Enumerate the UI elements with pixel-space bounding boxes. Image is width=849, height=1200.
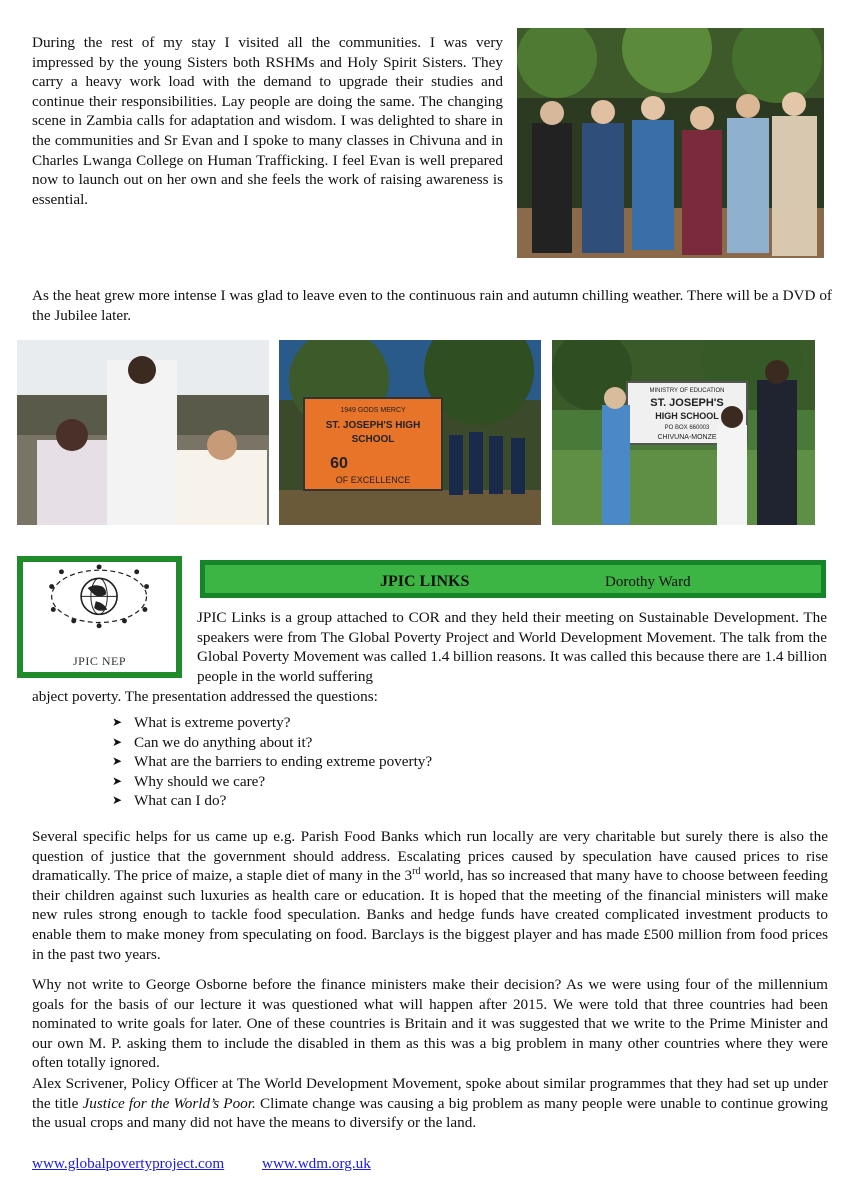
text-run: Several specific helps for us came up e.g. Parish Food Banks which run locally are very charitable but surely there is also the question of justice that the government should address. Escalating prices caused by speculation have caused prices to rise dramatically. The price of maize, a staple diet of many in the 3 (32, 828, 828, 885)
banner-line: OF EXCELLENCE (335, 475, 411, 485)
superscript: rd (412, 866, 421, 878)
question-text: What is extreme poverty? (134, 714, 291, 731)
sisters-group-photo (517, 28, 824, 258)
banner-line: SCHOOL (351, 434, 395, 445)
sign-line: HIGH SCHOOL (655, 411, 719, 421)
arrow-bullet-icon: ➤ (112, 754, 123, 769)
arrow-bullet-icon: ➤ (112, 773, 123, 788)
sign-line: PO BOX 660003 (664, 425, 710, 431)
list-item (112, 772, 432, 792)
school-banner-photo (279, 340, 541, 525)
banner-line: 60 (330, 455, 348, 472)
question-list (112, 713, 432, 811)
osborne-paragraph: Why not write to George Osborne before the finance ministers make their decision? As we were using four of the millennium goals for the basis of our lecture it was questioned what will happen after 2015. We were told that three countries had been nominated to write goals for later. One of these countries is Britain and it was suggested that we write to the Prime Minister and our own M. P. asking them to include the disabled in them as this was a big problem in many other countries where they were often totally ignored. (32, 976, 828, 1072)
school-sign-photo (552, 340, 815, 525)
globe-people-icon (23, 562, 176, 652)
wdm-paragraph (32, 1074, 828, 1133)
question-text: Why should we care? (134, 772, 266, 790)
link-wdm[interactable]: www.wdm.org.uk (261, 1155, 371, 1172)
italic-title: Justice for the World’s Poor. (82, 1094, 256, 1112)
question-text: What are the barriers to ending extreme poverty? (134, 753, 433, 771)
footer-links (32, 1155, 405, 1173)
sign-line: ST. JOSEPH'S (650, 397, 724, 409)
section-title: JPIC LINKS (380, 573, 470, 590)
link-global-poverty-project[interactable]: www.globalpovertyproject.com (32, 1155, 225, 1172)
arrow-bullet-icon: ➤ (112, 715, 123, 729)
list-item (112, 713, 432, 733)
text-run: Climate change was causing a big problem as many people were unable to continue growing the usual crops and many did not have the means to diversify or the land. (32, 1094, 828, 1132)
list-item (112, 733, 432, 753)
arrow-bullet-icon: ➤ (112, 734, 123, 749)
fair-tent-photo (17, 340, 269, 525)
question-text: What can I do? (134, 792, 227, 810)
jpic-intro-paragraph: JPIC Links is a group attached to COR and they held their meeting on Sustainable Development. The speakers were from The Global Poverty Project and World Development Movement. The talk from the Global Poverty Movement was called 1.4 billion reasons. It was called this because there are 1.4 billion people in the world suffering (197, 609, 827, 685)
closing-paragraph: As the heat grew more intense I was glad to leave even to the continuous rain and autumn chilling weather. There will be a DVD of the Jubilee later. (32, 287, 832, 324)
logo-label: JPIC NEP (72, 654, 126, 668)
jpic-intro-continuation: abject poverty. The presentation addressed the questions: (32, 688, 378, 705)
section-author: Dorothy Ward (605, 574, 691, 590)
jpic-nep-logo (17, 556, 182, 678)
question-text: Can we do anything about it? (134, 733, 313, 751)
list-item (112, 791, 432, 811)
sign-line: MINISTRY OF EDUCATION (649, 388, 725, 394)
banner-line: ST. JOSEPH'S HIGH (325, 420, 421, 431)
intro-paragraph: During the rest of my stay I visited all the communities. I was very impressed by the young Sisters both RSHMs and Holy Spirit Sisters. They carry a heavy work load with the demand to upgrade their studies and continue their responsibilities. Lay people are doing the same. The changing scene in Zambia calls for adaptation and wisdom. I was delighted to share in the communities and Sr Evan and I spoke to many classes in Chivuna and in Charles Lwanga College on Human Trafficking. I feel Evan is well prepared now to launch out on her own and she feels the work of raising awareness is essential. (32, 34, 503, 208)
text-run: world, has so increased that many have to choose between feeding their children against such luxuries as health care or education. It is hoped that the meeting of the financial ministers will make new rules strong enough to tackle food speculation. Banks and hedge funds have created complicated investment products to enable them to make money from speculating on food. Barclays is the biggest player and has made £500 million from food prices in the past two years. (32, 867, 828, 963)
list-item (112, 752, 432, 772)
text-run: Alex Scrivener, Policy Officer at The World Development Movement, spoke about similar programmes that they had set up under the title (32, 1075, 828, 1112)
banner-line: 1949 GODS MERCY (340, 407, 406, 414)
food-speculation-paragraph (32, 827, 828, 964)
section-banner (200, 560, 826, 598)
arrow-bullet-icon: ➤ (112, 793, 123, 808)
sign-line: CHIVUNA-MONZE (657, 434, 717, 441)
